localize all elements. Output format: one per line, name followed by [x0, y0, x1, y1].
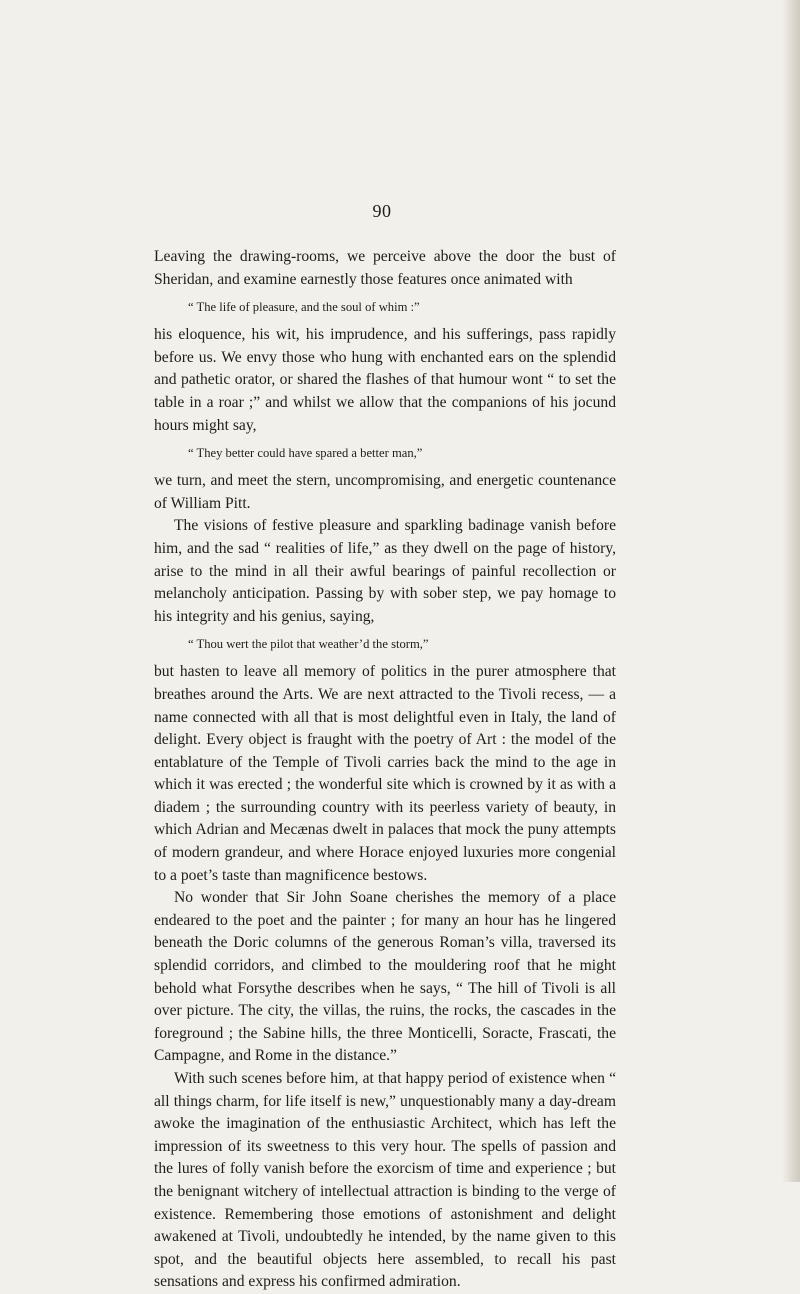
paragraph: but hasten to leave all memory of politics in the purer atmosphere that breathes around the Arts. We are next attracted to the Tivoli recess, — a name connected with all that is most delightful even in Italy, the land of delight. Every object is fraught with the poetry of Art : the model of the entablature of the Temple of Tivoli carries back the mind to the age in which it was erected ; the wonderful site which is crowned by it as with a diadem ; the surrounding country with its peerless variety of beauty, in which Adrian and Mecænas dwelt in palaces that mock the puny attempts of modern grandeur, and where Horace enjoyed luxuries more congenial to a poet’s taste than magnificence bestows. — [154, 663, 616, 884]
paragraph: his eloquence, his wit, his imprudence, and his sufferings, pass rapidly before us. We envy those who hung with enchanted ears on the splendid and pathetic orator, or shared the flashes of that humour wont “ to set the table in a roar ;” and whilst we allow that the companions of his jocund hours might say, — [154, 326, 616, 434]
verse-quote: “ Thou wert the pilot that weather’d the storm,” — [188, 637, 429, 652]
paragraph: No wonder that Sir John Soane cherishes the memory of a place endeared to the poet and the painter ; for many an hour has he lingered beneath the Doric columns of the generous Roman’s villa, traversed its splendid corridors, and climbed to the mouldering roof that he might behold what Forsythe describes when he says, “ The hill of Tivoli is all over picture. The city, the villas, the ruins, the rocks, the cascades in the foreground ; the Sabine hills, the three Monticelli, Soracte, Frascati, the Campagne, and Rome in the distance.” — [154, 889, 616, 1065]
paragraph: we turn, and meet the stern, uncompromising, and energetic countenance of William Pitt. — [154, 472, 616, 512]
verse-quote: “ The life of pleasure, and the soul of whim :” — [188, 300, 420, 315]
body-text — [154, 246, 616, 1294]
paragraph: The visions of festive pleasure and sparkling badinage vanish before him, and the sad “ realities of life,” as they dwell on the page of history, arise to the mind in all their awful bearings of painful recollection or melancholy anticipation. Passing by with sober step, we pay homage to his integrity and his genius, saying, — [154, 517, 616, 625]
page-number: 90 — [372, 201, 392, 221]
paragraph: With such scenes before him, at that happy period of existence when “ all things charm, for life itself is new,” unquestionably many a day-dream awoke the imagination of the enthusiastic Architect, which has left the impression of its sweetness to this very hour. The spells of passion and the lures of folly vanish before the exorcism of time and experience ; but the benignant witchery of intellectual attraction is binding to the verge of existence. Remembering those emotions of astonishment and delight awakened at Tivoli, undoubtedly he intended, by the name given to this spot, and the beautiful objects here assembled, to recall his past sensations and express his confirmed admiration. — [154, 1070, 616, 1291]
paragraph: Leaving the drawing-rooms, we perceive above the door the bust of Sheridan, and examine earnestly those features once animated with — [154, 248, 616, 288]
verse-quote: “ They better could have spared a better man,” — [188, 446, 423, 461]
page-edge-shadow — [782, 0, 800, 1182]
